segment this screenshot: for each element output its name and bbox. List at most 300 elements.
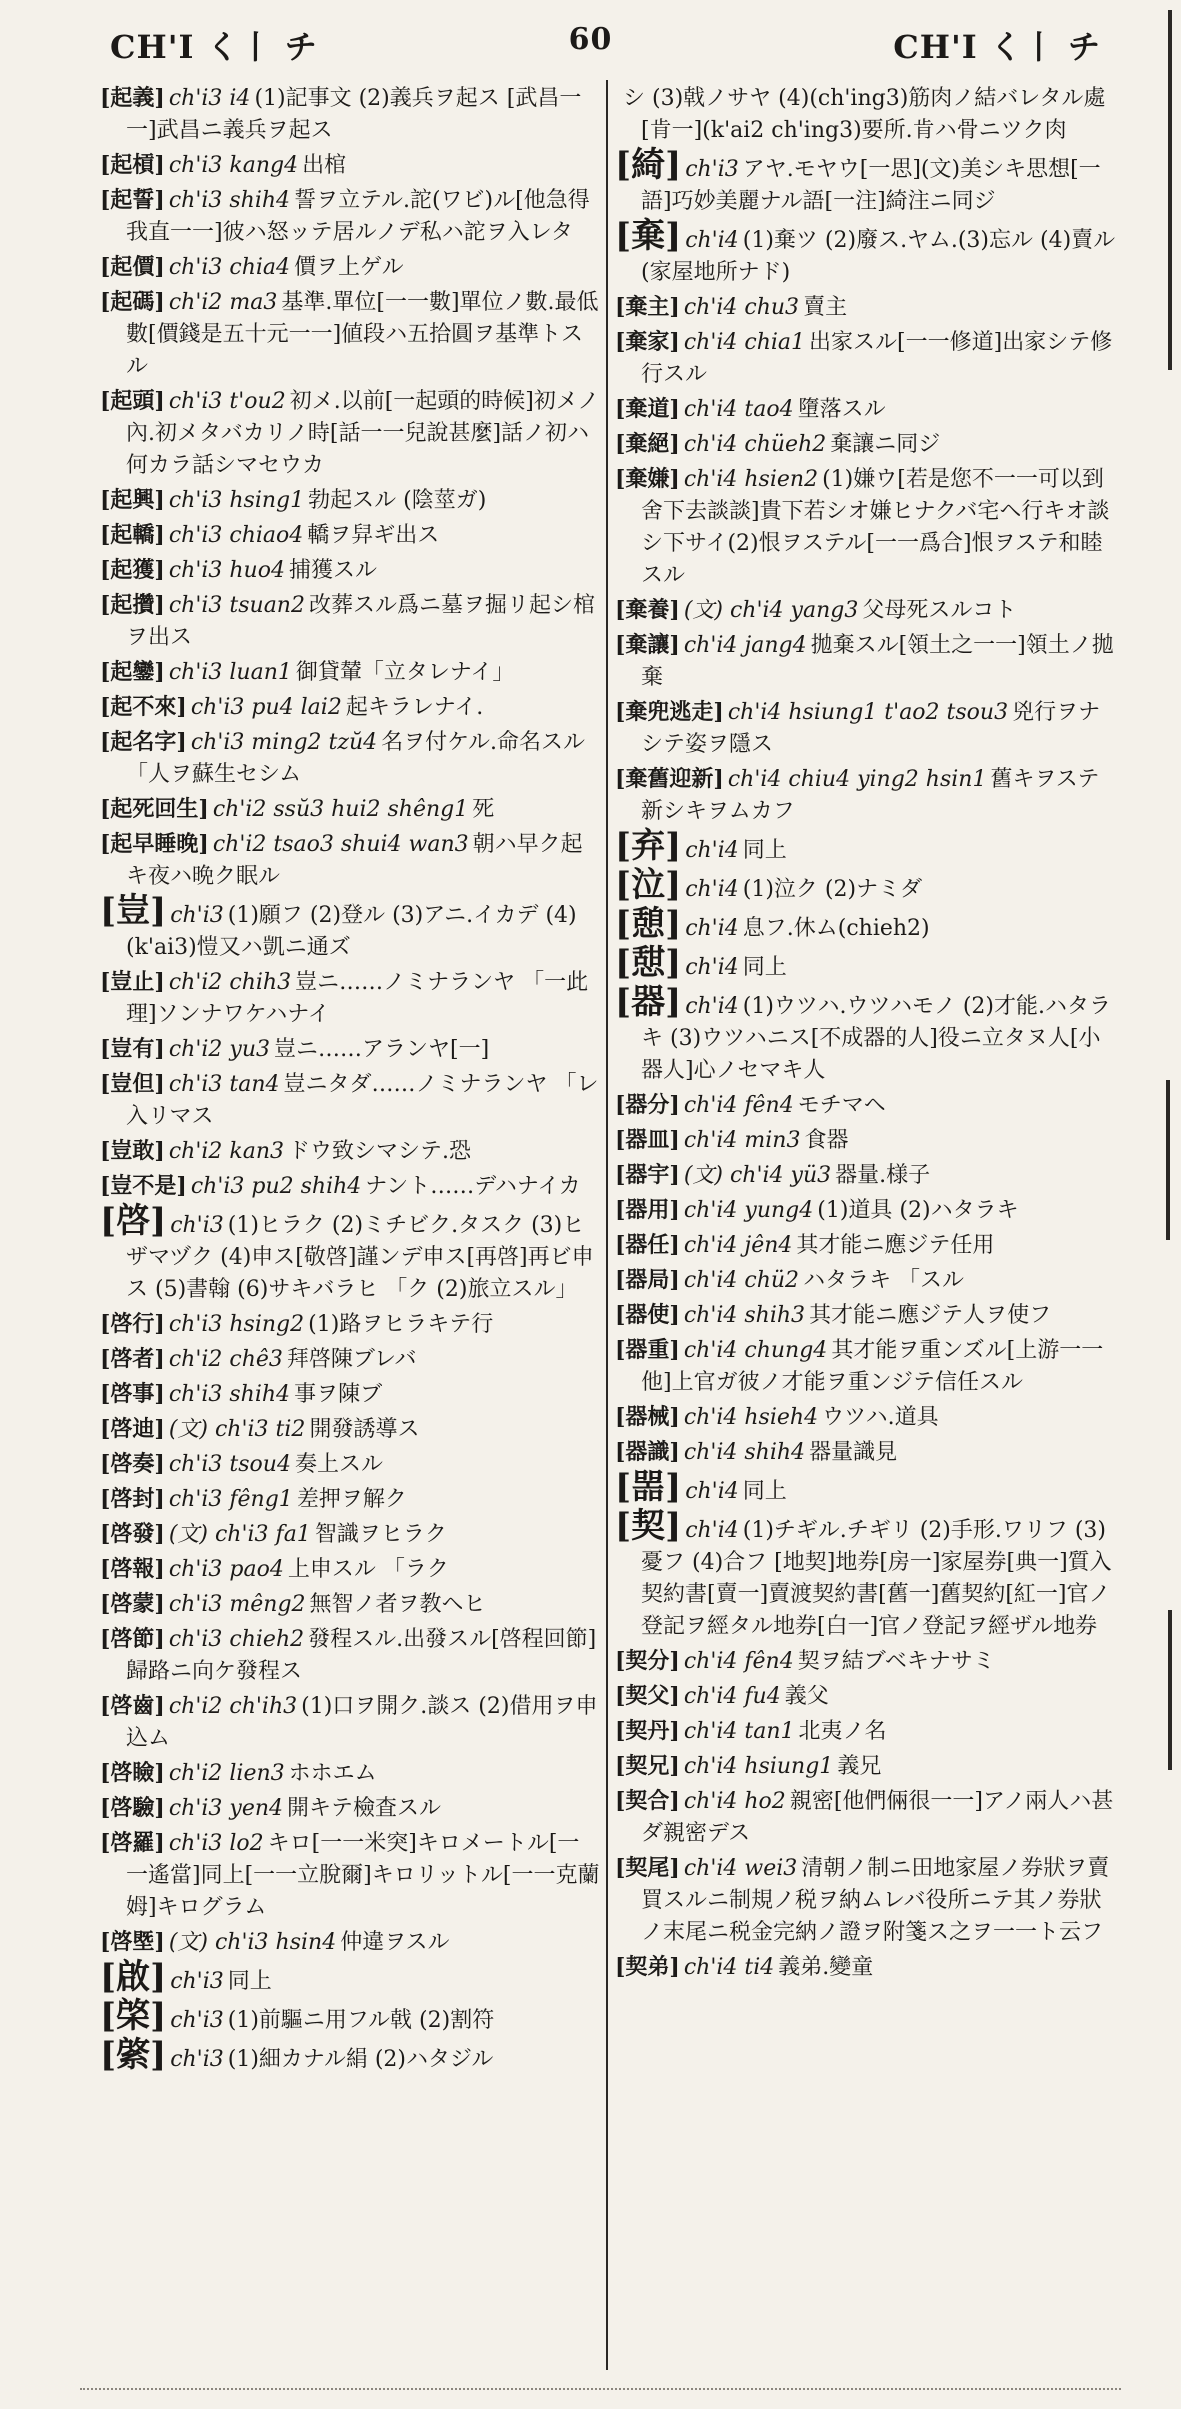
entry-gloss: 上申スル 「ラク (287, 1557, 449, 1582)
dictionary-entry (100, 1448, 600, 1481)
dictionary-entry (100, 1623, 600, 1688)
dictionary-entry (615, 1124, 1120, 1157)
dictionary-entry (100, 484, 600, 517)
dictionary-entry (615, 904, 1120, 945)
entry-headword: [器使] (615, 1302, 680, 1328)
entry-romanization: ch'i3 fêng1 (168, 1487, 293, 1512)
dictionary-entry (100, 184, 600, 249)
dictionary-entry (100, 519, 600, 552)
entry-gloss: 豈ニタダ……ノミナランヤ 「レ入リマス (126, 1072, 599, 1129)
dictionary-entry (615, 1089, 1120, 1122)
dictionary-entry (615, 943, 1120, 984)
entry-romanization: ch'i3 yen4 (168, 1796, 284, 1821)
entry-headword: [棄兜逃走] (615, 699, 724, 725)
entry-headword: [起獲] (100, 557, 165, 583)
entry-romanization: ch'i3 luan1 (168, 660, 292, 685)
entry-gloss: 清朝ノ制ニ田地家屋ノ券狀ヲ賣買スルニ制規ノ税ヲ納ムレバ役所ニテ其ノ券狀ノ末尾ニ税金完納ノ證ヲ附箋ス之ヲ一一ト云フ (641, 1856, 1110, 1945)
left-column (100, 82, 600, 2372)
dictionary-entry (615, 1229, 1120, 1262)
entry-gloss: 起キラレナイ. (345, 695, 484, 720)
entry-gloss: 出家スル[一一修道]出家シテ修行スル (641, 330, 1113, 387)
entry-gloss: 價ヲ上ゲル (294, 255, 404, 280)
entry-romanization: ch'i4 chü2 (683, 1268, 800, 1293)
dictionary-entry (615, 865, 1120, 906)
entry-gloss: 其才能ニ應ジテ人ヲ使フ (809, 1303, 1052, 1328)
entry-headword: [起價] (100, 254, 165, 280)
bottom-scan-noise (80, 2388, 1121, 2392)
page-number: 60 (568, 22, 613, 57)
entry-gloss: 賣主 (803, 295, 848, 320)
entry-headword: [豈不是] (100, 1173, 187, 1199)
dictionary-entry (100, 82, 600, 147)
entry-headword: [器用] (615, 1197, 680, 1223)
entry-romanization: ch'i4 fên4 (683, 1093, 794, 1118)
entry-romanization: ch'i4 jang4 (683, 633, 807, 658)
entry-gloss: (1)記事文 (2)義兵ヲ起ス [武昌一一]武昌ニ義兵ヲ起ス (126, 86, 582, 143)
entry-gloss: ウツハ.道具 (822, 1405, 939, 1430)
entry-romanization: ch'i4 (685, 1518, 739, 1543)
dictionary-entry (100, 1518, 600, 1551)
entry-gloss: 兇行ヲナシテ姿ヲ隱ス (641, 700, 1101, 757)
dictionary-entry (615, 145, 1120, 218)
entry-headword: [契兄] (615, 1753, 680, 1779)
entry-gloss: 發程スル.出發スル[啓程回節]歸路ニ向ケ發程ス (126, 1627, 597, 1684)
entry-headword: [憇] (615, 943, 682, 983)
entry-headword: [豈有] (100, 1036, 165, 1062)
entry-headword: [起早睡晚] (100, 831, 209, 857)
dictionary-entry (615, 1785, 1120, 1850)
entry-romanization: ch'i4 (685, 916, 739, 941)
entry-romanization: ch'i4 ho2 (683, 1789, 786, 1814)
entry-gloss: 其才能ニ應ジテ任用 (796, 1233, 995, 1258)
dictionary-entry (615, 1401, 1120, 1434)
dictionary-entry (615, 1645, 1120, 1678)
entry-romanization: (文) ch'i3 hsin4 (168, 1930, 337, 1955)
entry-romanization: ch'i3 hsing1 (168, 488, 305, 513)
entry-romanization: ch'i3 mêng2 (168, 1592, 306, 1617)
entry-gloss: 無智ノ者ヲ教ヘヒ (309, 1592, 486, 1617)
entry-romanization: ch'i4 chung4 (683, 1338, 828, 1363)
entry-headword: [起鑾] (100, 659, 165, 685)
entry-gloss: 開發誘導ス (309, 1417, 420, 1442)
entry-romanization: ch'i2 chih3 (168, 970, 292, 995)
entry-gloss: 義弟.變童 (778, 1955, 874, 1980)
dictionary-entry (615, 1264, 1120, 1297)
dictionary-entry (100, 1996, 600, 2037)
entry-gloss: 棄讓ニ同ジ (830, 432, 941, 457)
entry-romanization: ch'i2 tsao3 shui4 wan3 (212, 832, 469, 857)
dictionary-entry (615, 1299, 1120, 1332)
entry-romanization: (文) ch'i3 fa1 (168, 1522, 311, 1547)
dictionary-entry (100, 1588, 600, 1621)
dictionary-entry (615, 696, 1120, 761)
entry-gloss: 器量識見 (809, 1440, 898, 1465)
entry-romanization: (文) ch'i3 ti2 (168, 1417, 306, 1442)
entry-gloss: 朝ハ早ク起キ夜ハ晩ク眠ル (126, 832, 583, 889)
dictionary-entry (100, 793, 600, 826)
entry-headword: [棄] (615, 216, 682, 256)
entry-headword: [起攢] (100, 592, 165, 618)
entry-gloss: 差押ヲ解ク (296, 1487, 407, 1512)
dictionary-entry (100, 554, 600, 587)
entry-headword: [泣] (615, 865, 682, 905)
entry-headword: [器械] (615, 1404, 680, 1430)
entry-gloss: (1)道具 (2)ハタラキ (817, 1198, 1019, 1223)
entry-gloss: (1)願フ (2)登ル (3)アニ.イカデ (4)(k'ai3)愷又ハ凱ニ通ズ (126, 903, 577, 960)
entry-gloss: 義兄 (837, 1754, 882, 1779)
dictionary-entry (615, 428, 1120, 461)
entry-gloss: (1)チギル.チギリ (2)手形.ワリフ (3)憂フ (4)合フ [地契]地券[房一]家屋券[典一]質入契約書[賣一]賣渡契約書[舊一]舊契約[紅一]官ノ登記ヲ經タル地券[白一]官ノ登記ヲ經ザル地券 (641, 1518, 1112, 1639)
entry-gloss: 舊キヲステ新シキヲムカフ (641, 767, 1100, 824)
entry-headword: [啓羅] (100, 1830, 165, 1856)
entry-romanization: ch'i4 hsieh4 (683, 1405, 819, 1430)
entry-romanization: ch'i4 (685, 838, 739, 863)
entry-romanization: ch'i4 hsiung1 (683, 1754, 834, 1779)
entry-gloss: ドウ致シマシテ.恐 (288, 1139, 472, 1164)
dictionary-entry (615, 463, 1120, 592)
entry-headword: [豈止] (100, 969, 165, 995)
dictionary-entry (100, 385, 600, 482)
entry-gloss: 捕獲スル (288, 558, 377, 583)
entry-gloss: 同上 (227, 1969, 272, 1994)
dictionary-entry (100, 966, 600, 1031)
dictionary-entry (100, 1343, 600, 1376)
entry-gloss: 父母死スルコト (862, 598, 1017, 623)
dictionary-entry (100, 1757, 600, 1790)
dictionary-entry (100, 1170, 600, 1203)
entry-gloss: ホホエム (288, 1761, 377, 1786)
dictionary-entry (615, 1852, 1120, 1949)
entry-headword: [啓奏] (100, 1451, 165, 1477)
entry-headword: [弃] (615, 826, 682, 866)
entry-romanization: ch'i2 lien3 (168, 1761, 285, 1786)
entry-romanization: ch'i2 ma3 (168, 290, 278, 315)
dictionary-entry (100, 891, 600, 964)
entry-headword: [棄道] (615, 396, 680, 422)
entry-romanization: ch'i3 tsuan2 (168, 593, 305, 618)
entry-romanization: ch'i2 ch'ih3 (168, 1694, 298, 1719)
dictionary-entry (615, 1334, 1120, 1399)
margin-stain (1168, 10, 1172, 370)
dictionary-entry (615, 1194, 1120, 1227)
entry-headword: [豈敢] (100, 1138, 165, 1164)
entry-gloss: 改葬スル爲ニ墓ヲ掘リ起シ棺ヲ出ス (126, 593, 595, 650)
dictionary-entry (615, 594, 1120, 627)
dictionary-entry (615, 1680, 1120, 1713)
entry-headword: [器宇] (615, 1162, 680, 1188)
entry-romanization: ch'i4 hsien2 (683, 467, 819, 492)
entry-romanization: ch'i2 ssŭ3 hui2 shêng1 (212, 797, 469, 822)
entry-gloss: キロ[一一米突]キロメートル[一一遙當]同上[一一立脫爾]キロリットル[一一克蘭姆]キログラム (126, 1831, 600, 1920)
entry-headword: [器] (615, 982, 682, 1022)
running-head-right: CH'I く丨 チ (893, 28, 1101, 66)
entry-headword: [器皿] (615, 1127, 680, 1153)
entry-romanization: ch'i3 ming2 tzŭ4 (190, 730, 378, 755)
entry-gloss: 轎ヲ舁ギ出ス (307, 523, 440, 548)
entry-romanization: ch'i3 (170, 2008, 224, 2033)
entry-romanization: ch'i4 (685, 877, 739, 902)
entry-gloss: アヤ.モヤウ[一思](文)美シキ思想[一語]巧妙美麗ナル語[一注]綺注ニ同ジ (641, 157, 1101, 214)
entry-gloss: (1)嫌ウ[若是您不一一可以到舍下去談談]貴下若シオ嫌ヒナクバ宅ヘ行キオ談シ下サイ(2)恨ヲステル[一一爲合]恨ヲステ和睦スル (641, 467, 1110, 588)
entry-headword: [契分] (615, 1648, 680, 1674)
margin-stain (1166, 1080, 1170, 1240)
entry-gloss: ナント……デハナイカ (365, 1174, 581, 1199)
dictionary-entry (100, 726, 600, 791)
entry-romanization: ch'i4 fên4 (683, 1649, 794, 1674)
entry-romanization: ch'i3 pao4 (168, 1557, 284, 1582)
entry-gloss: 息フ.休ム(chieh2) (742, 916, 930, 941)
dictionary-entry (615, 1715, 1120, 1748)
column-divider (606, 80, 608, 2370)
entry-gloss: モチマヘ (797, 1093, 886, 1118)
entry-headword: [憩] (615, 904, 682, 944)
entry-romanization: ch'i3 (170, 2047, 224, 2072)
entry-romanization: ch'i4 wei3 (683, 1856, 798, 1881)
entry-romanization: ch'i3 tan4 (168, 1072, 280, 1097)
entry-headword: [棄讓] (615, 632, 680, 658)
dictionary-entry (100, 149, 600, 182)
margin-stain (1168, 1610, 1172, 1770)
dictionary-entry (100, 1201, 600, 1306)
entry-headword: [綮] (100, 2035, 167, 2075)
dictionary-entry (615, 1436, 1120, 1469)
entry-headword: [棄絕] (615, 431, 680, 457)
dictionary-entry (100, 1926, 600, 1959)
entry-gloss: 其才能ヲ重ンズル[上游一一他]上官ガ彼ノ才能ヲ重ンジテ信任スル (641, 1338, 1104, 1395)
entry-romanization: ch'i3 (170, 903, 224, 928)
dictionary-entry (615, 1159, 1120, 1192)
entry-headword: [契丹] (615, 1718, 680, 1744)
dictionary-entry (100, 1957, 600, 1998)
dictionary-entry (615, 763, 1120, 828)
dictionary-entry (615, 1467, 1120, 1508)
entry-gloss: 仲違ヲスル (340, 1930, 450, 1955)
entry-headword: [棄嫌] (615, 466, 680, 492)
entry-romanization: ch'i4 shih4 (683, 1440, 806, 1465)
entry-gloss: (1)ウツハ.ウツハモノ (2)才能.ハタラキ (3)ウツハニス[不成器的人]役ニ立タヌ人[小器人]心ノセマキ人 (641, 994, 1111, 1083)
entry-romanization: ch'i3 (170, 1969, 224, 1994)
entry-headword: [契父] (615, 1683, 680, 1709)
entry-headword: [啓齒] (100, 1693, 165, 1719)
entry-headword: [豈] (100, 891, 167, 931)
entry-headword: [啓] (100, 1201, 167, 1241)
entry-headword: [起義] (100, 85, 165, 111)
entry-headword: [器局] (615, 1267, 680, 1293)
entry-romanization: ch'i4 chiu4 ying2 hsin1 (727, 767, 987, 792)
entry-romanization: ch'i3 kang4 (168, 153, 299, 178)
dictionary-entry (615, 1750, 1120, 1783)
entry-gloss: 名ヲ付ケル.命名スル 「人ヲ蘇生セシム (126, 730, 586, 787)
entry-headword: [啓封] (100, 1486, 165, 1512)
dictionary-entry (615, 1951, 1120, 1984)
entry-romanization: ch'i3 tsou4 (168, 1452, 291, 1477)
entry-gloss: 拜啓陳ブレバ (286, 1347, 417, 1372)
entry-gloss: 食器 (804, 1128, 849, 1153)
entry-romanization: ch'i3 pu4 lai2 (190, 695, 342, 720)
entry-headword: [起碼] (100, 289, 165, 315)
dictionary-entry (100, 1308, 600, 1341)
entry-gloss: (1)口ヲ開ク.談ス (2)借用ヲ申込ム (126, 1694, 598, 1751)
entry-gloss: 豈ニ……ノミナランヤ 「一此理]ソンナワケハナイ (126, 970, 589, 1027)
dictionary-entry (100, 1483, 600, 1516)
running-head-left: CH'I く丨 チ (110, 28, 318, 66)
entry-romanization: ch'i4 min3 (683, 1128, 801, 1153)
entry-romanization: ch'i4 (685, 955, 739, 980)
dictionary-entry (615, 982, 1120, 1087)
entry-gloss: 同上 (742, 838, 787, 863)
dictionary-entry (615, 393, 1120, 426)
page-header (0, 0, 1181, 70)
entry-headword: [啓驗] (100, 1795, 165, 1821)
entry-romanization: ch'i3 huo4 (168, 558, 285, 583)
dictionary-entry (615, 1506, 1120, 1643)
entry-gloss: (1)路ヲヒラキテ行 (308, 1312, 494, 1337)
entry-gloss: 初メ.以前[一起頭的時候]初メノ內.初メタバカリノ時[話一一兒說甚麼]話ノ初ハ何カラ話シマセウカ (126, 389, 600, 478)
entry-headword: [啓者] (100, 1346, 165, 1372)
dictionary-entry (100, 656, 600, 689)
entry-gloss: 死 (472, 797, 495, 822)
entry-gloss: 奏上スル (294, 1452, 383, 1477)
entry-headword: [器分] (615, 1092, 680, 1118)
entry-headword: [起名字] (100, 729, 187, 755)
entry-romanization: ch'i2 chê3 (168, 1347, 283, 1372)
entry-headword: [豈但] (100, 1071, 165, 1097)
dictionary-entry (100, 828, 600, 893)
entry-headword: [契弟] (615, 1954, 680, 1980)
entry-headword: [啓蒙] (100, 1591, 165, 1617)
dictionary-entry (100, 1033, 600, 1066)
entry-headword: [棄舊迎新] (615, 766, 724, 792)
entry-gloss: 基準.單位[一一數]單位ノ數.最低數[價錢是五十元一一]値段ハ五拾圓ヲ基準トスル (126, 290, 599, 379)
entry-gloss: 親密[他們倆很一一]アノ兩人ハ甚ダ親密デス (641, 1789, 1114, 1846)
entry-gloss: (1)細カナル絹 (2)ハタジル (227, 2047, 494, 2072)
entry-romanization: ch'i3 (685, 157, 739, 182)
dictionary-entry (100, 1553, 600, 1586)
entry-romanization: ch'i3 pu2 shih4 (190, 1174, 362, 1199)
entry-headword: [器識] (615, 1439, 680, 1465)
entry-gloss: 開キテ檢査スル (287, 1796, 442, 1821)
dictionary-entry (615, 291, 1120, 324)
entry-gloss: 出棺 (302, 153, 347, 178)
entry-romanization: ch'i3 chiao4 (168, 523, 304, 548)
entry-headword: [啓迪] (100, 1416, 165, 1442)
entry-gloss: 御貸輦「立タレナイ」 (295, 660, 515, 685)
entry-headword: [起轎] (100, 522, 165, 548)
entry-romanization: ch'i4 chu3 (683, 295, 800, 320)
entry-romanization: ch'i3 chieh2 (168, 1627, 305, 1652)
entry-headword: [契] (615, 1506, 682, 1546)
entry-gloss: 智識ヲヒラク (314, 1522, 447, 1547)
entry-romanization: ch'i3 (170, 1213, 224, 1238)
entry-headword: [噐] (615, 1467, 682, 1507)
entry-headword: [起槓] (100, 152, 165, 178)
dictionary-entry (100, 1068, 600, 1133)
entry-headword: [起死回生] (100, 796, 209, 822)
entry-headword: [器任] (615, 1232, 680, 1258)
entry-gloss: 同上 (742, 1479, 787, 1504)
entry-headword: [起誓] (100, 187, 165, 213)
dictionary-entry (100, 1378, 600, 1411)
dictionary-entry (100, 1792, 600, 1825)
entry-gloss: 北夷ノ名 (798, 1719, 887, 1744)
entry-romanization: ch'i4 (685, 228, 739, 253)
entry-romanization: ch'i4 (685, 1479, 739, 1504)
entry-romanization: ch'i4 ti4 (683, 1955, 775, 1980)
entry-romanization: ch'i4 fu4 (683, 1684, 781, 1709)
dictionary-entry (100, 2035, 600, 2076)
entry-romanization: ch'i4 chia1 (683, 330, 806, 355)
dictionary-entry (615, 629, 1120, 694)
entry-romanization: (文) ch'i4 yang3 (683, 598, 859, 623)
entry-gloss: 同上 (742, 955, 787, 980)
entry-headword: [棄養] (615, 597, 680, 623)
entry-headword: [起頭] (100, 388, 165, 414)
entry-romanization: ch'i4 tan1 (683, 1719, 795, 1744)
entry-headword: [棨] (100, 1996, 167, 2036)
entry-headword: [契尾] (615, 1855, 680, 1881)
entry-romanization: ch'i4 jên4 (683, 1233, 793, 1258)
dictionary-entry (100, 589, 600, 654)
entry-headword: [契合] (615, 1788, 680, 1814)
entry-headword: [起興] (100, 487, 165, 513)
entry-romanization: ch'i3 shih4 (168, 1382, 291, 1407)
dictionary-entry (100, 691, 600, 724)
dictionary-entry (615, 326, 1120, 391)
dictionary-entry (100, 1690, 600, 1755)
entry-romanization: ch'i2 kan3 (168, 1139, 285, 1164)
entry-gloss: (1)棄ツ (2)廢ス.ヤム.(3)忘ル (4)賣ル(家屋地所ナド) (641, 228, 1116, 285)
entry-gloss: (1)前驅ニ用フル戟 (2)割符 (227, 2008, 495, 2033)
entry-headword: [棄家] (615, 329, 680, 355)
entry-headword: [啓發] (100, 1521, 165, 1547)
entry-romanization: ch'i3 shih4 (168, 188, 291, 213)
entry-headword: [器重] (615, 1337, 680, 1363)
entry-headword: [啓行] (100, 1311, 165, 1337)
entry-gloss: 契ヲ結ブベキナサミ (797, 1649, 995, 1674)
dictionary-entry (100, 286, 600, 383)
entry-gloss: 事ヲ陳ブ (294, 1382, 383, 1407)
entry-headword: [綺] (615, 145, 682, 185)
dictionary-entry (100, 1827, 600, 1924)
entry-romanization: ch'i4 hsiung1 t'ao2 tsou3 (727, 700, 1009, 725)
right-column (615, 82, 1120, 2372)
entry-gloss: 義父 (784, 1684, 829, 1709)
entry-romanization: ch'i4 chüeh2 (683, 432, 827, 457)
entry-romanization: ch'i4 yung4 (683, 1198, 814, 1223)
entry-gloss: 勃起スル (陰莖ガ) (308, 488, 487, 513)
dictionary-entry (100, 251, 600, 284)
dictionary-entry (100, 1135, 600, 1168)
entry-gloss: 器量.様子 (835, 1163, 931, 1188)
entry-romanization: ch'i4 shih3 (683, 1303, 806, 1328)
entry-romanization: ch'i3 hsing2 (168, 1312, 305, 1337)
entry-gloss: 豈ニ……アランヤ[一] (274, 1037, 490, 1062)
entry-gloss: 誓ヲ立テル.詑(ワビ)ル[他急得我直一一]彼ハ怒ッテ居ルノデ私ハ詑ヲ入レタ (126, 188, 590, 245)
entry-romanization: ch'i2 yu3 (168, 1037, 270, 1062)
entry-romanization: ch'i3 lo2 (168, 1831, 264, 1856)
dictionary-entry (615, 216, 1120, 289)
entry-headword: [啓塈] (100, 1929, 165, 1955)
entry-romanization: ch'i3 i4 (168, 86, 251, 111)
entry-headword: [啓瞼] (100, 1760, 165, 1786)
dictionary-entry (615, 826, 1120, 867)
entry-romanization: ch'i3 t'ou2 (168, 389, 286, 414)
entry-romanization: ch'i4 (685, 994, 739, 1019)
entry-romanization: ch'i3 chia4 (168, 255, 291, 280)
entry-gloss: 墮落スル (797, 397, 886, 422)
entry-headword: [棄主] (615, 294, 680, 320)
entry-headword: [起不來] (100, 694, 187, 720)
